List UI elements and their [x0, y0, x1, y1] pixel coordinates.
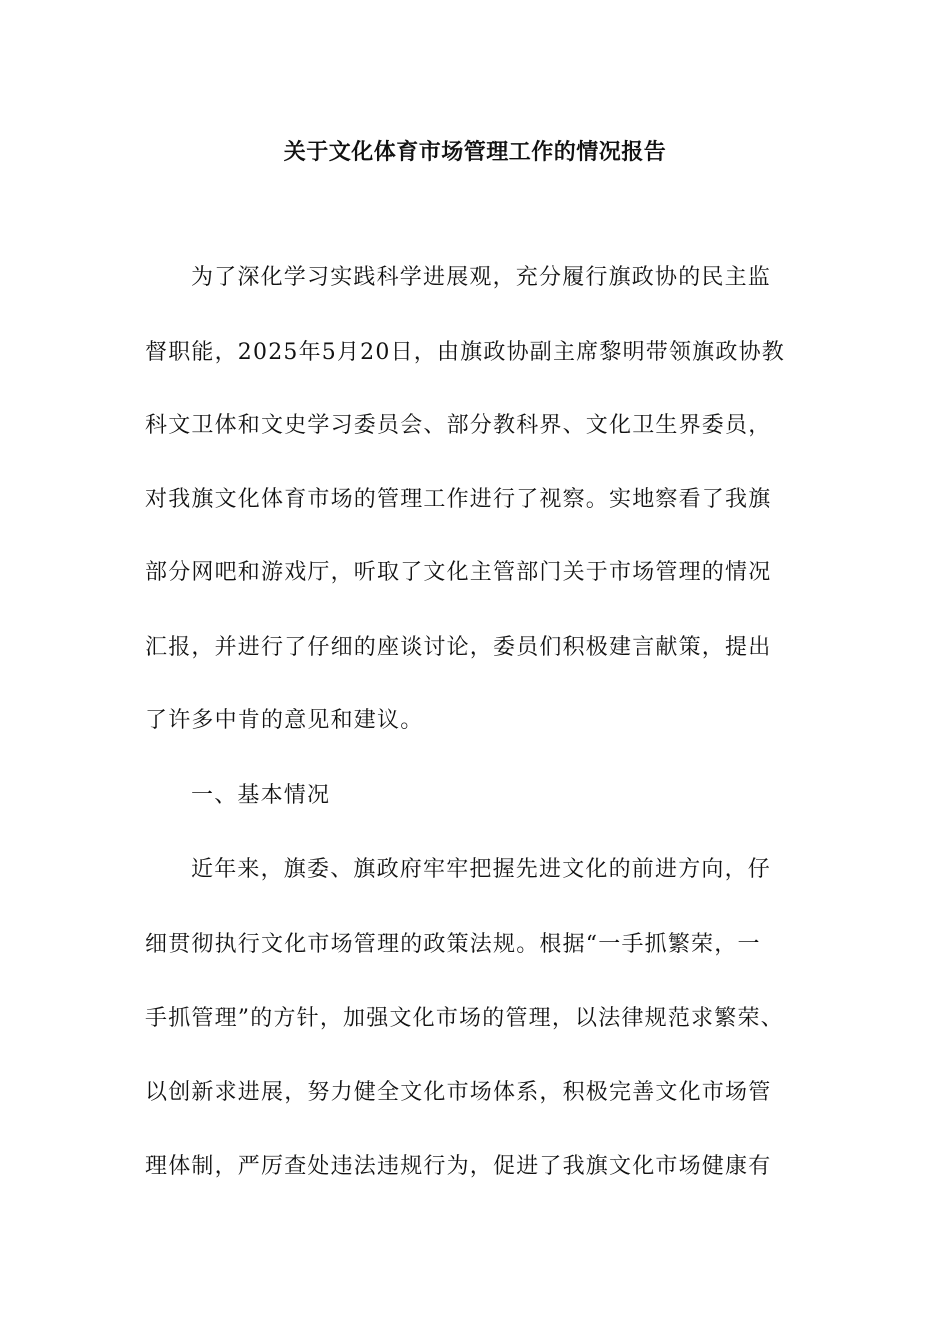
paragraph-line: 部分网吧和游戏厅，听取了文化主管部门关于市场管理的情况	[145, 560, 772, 585]
paragraph-line: 理体制，严厉查处违法违规行为，促进了我旗文化市场健康有	[145, 1154, 772, 1179]
paragraph-line: 近年来，旗委、旗政府牢牢把握先进文化的前进方向，仔	[191, 857, 772, 882]
paragraph-line: 以创新求进展，努力健全文化市场体系，积极完善文化市场管	[145, 1080, 772, 1105]
paragraph-line: 对我旗文化体育市场的管理工作进行了视察。实地察看了我旗	[145, 487, 772, 512]
paragraph-line: 科文卫体和文史学习委员会、部分教科界、文化卫生界委员，	[145, 413, 772, 438]
page-title: 关于文化体育市场管理工作的情况报告	[283, 140, 667, 165]
paragraph-line: 了许多中肯的意见和建议。	[145, 708, 424, 733]
paragraph-line: 手抓管理”的方针，加强文化市场的管理，以法律规范求繁荣、	[145, 1006, 784, 1031]
paragraph-line: 汇报，并进行了仔细的座谈讨论，委员们积极建言献策，提出	[145, 635, 772, 660]
section-heading: 一、基本情况	[191, 783, 331, 808]
paragraph-line: 督职能，2025年5月20日，由旗政协副主席黎明带领旗政协教	[145, 340, 785, 365]
paragraph-line: 细贯彻执行文化市场管理的政策法规。根据“一手抓繁荣，一	[145, 932, 761, 957]
paragraph-line: 为了深化学习实践科学进展观，充分履行旗政协的民主监	[191, 265, 772, 290]
